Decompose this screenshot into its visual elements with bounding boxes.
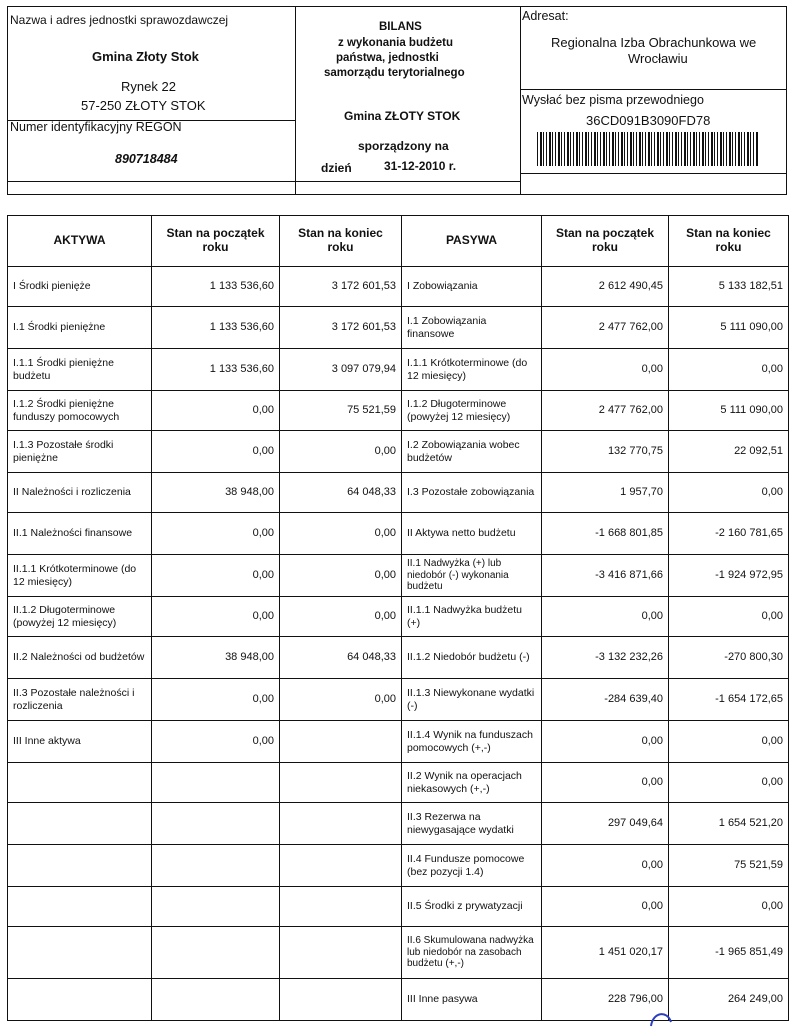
header-divider [520, 7, 521, 194]
asset-end-value: 3 172 601,53 [280, 267, 402, 307]
liability-start-value: 1 451 020,17 [542, 927, 669, 979]
liability-start-value: 0,00 [542, 597, 669, 637]
prepared-label: sporządzony na [358, 139, 449, 153]
pen-mark [645, 1008, 685, 1028]
liability-label: I.1.2 Długoterminowe (powyżej 12 miesięcy) [402, 391, 542, 431]
header-rule [8, 181, 295, 182]
asset-label [8, 845, 152, 887]
liability-end-value: 0,00 [669, 349, 789, 391]
liability-start-value: 2 477 762,00 [542, 391, 669, 431]
table-row [8, 927, 789, 979]
liability-end-value: 5 111 090,00 [669, 307, 789, 349]
liability-start-value: -3 416 871,66 [542, 555, 669, 597]
asset-start-value: 1 133 536,60 [152, 307, 280, 349]
liability-label: II.6 Skumulowana nadwyżka lub niedobór na zasobach budżetu (+,-) [402, 927, 542, 979]
asset-end-value: 0,00 [280, 513, 402, 555]
table-row [8, 307, 789, 349]
asset-start-value [152, 927, 280, 979]
column-header-pasywa: PASYWA [402, 216, 542, 267]
asset-label: II.1.2 Długoterminowe (powyżej 12 miesięcy) [8, 597, 152, 637]
asset-label: I.1.2 Środki pieniężne funduszy pomocowych [8, 391, 152, 431]
address-city: 57-250 ZŁOTY STOK [81, 98, 206, 113]
liability-end-value: 0,00 [669, 763, 789, 803]
asset-label: I.1.1 Środki pieniężne budżetu [8, 349, 152, 391]
liability-end-value: 264 249,00 [669, 979, 789, 1021]
asset-end-value: 0,00 [280, 679, 402, 721]
liability-label: II Aktywa netto budżetu [402, 513, 542, 555]
liability-label: II.1.3 Niewykonane wydatki (-) [402, 679, 542, 721]
document-code: 36CD091B3090FD78 [586, 113, 711, 128]
asset-end-value: 3 172 601,53 [280, 307, 402, 349]
liability-start-value: -284 639,40 [542, 679, 669, 721]
table-row [8, 637, 789, 679]
title-unit: Gmina ZŁOTY STOK [344, 109, 461, 123]
table-row [8, 597, 789, 637]
date-label: dzień [321, 161, 352, 175]
liability-end-value: -1 924 972,95 [669, 555, 789, 597]
asset-end-value [280, 887, 402, 927]
asset-label: II.1.1 Krótkoterminowe (do 12 miesięcy) [8, 555, 152, 597]
table-row [8, 803, 789, 845]
asset-end-value: 0,00 [280, 431, 402, 473]
liability-end-value: 0,00 [669, 721, 789, 763]
liability-label: II.4 Fundusze pomocowe (bez pozycji 1.4) [402, 845, 542, 887]
asset-label [8, 927, 152, 979]
asset-start-value: 0,00 [152, 721, 280, 763]
asset-end-value [280, 845, 402, 887]
table-row [8, 679, 789, 721]
column-header-assets-start: Stan na początek roku [152, 216, 280, 267]
asset-end-value: 0,00 [280, 555, 402, 597]
asset-start-value: 0,00 [152, 513, 280, 555]
table-row [8, 391, 789, 431]
table-row [8, 763, 789, 803]
unit-name: Gmina Złoty Stok [92, 49, 199, 64]
asset-end-value [280, 927, 402, 979]
report-header [7, 6, 787, 195]
asset-start-value: 38 948,00 [152, 473, 280, 513]
liability-end-value: 0,00 [669, 597, 789, 637]
addressee-line: Wrocławiu [628, 51, 688, 66]
liability-start-value: 132 770,75 [542, 431, 669, 473]
liability-start-value: -3 132 232,26 [542, 637, 669, 679]
table-row [8, 349, 789, 391]
liability-end-value: 5 111 090,00 [669, 391, 789, 431]
liability-label: I.1.1 Krótkoterminowe (do 12 miesięcy) [402, 349, 542, 391]
report-title-line: samorządu terytorialnego [324, 67, 465, 79]
liability-start-value: 2 477 762,00 [542, 307, 669, 349]
table-row [8, 513, 789, 555]
asset-label: II Należności i rozliczenia [8, 473, 152, 513]
liability-start-value: 228 796,00 [542, 979, 669, 1021]
header-rule [520, 89, 786, 90]
asset-end-value: 0,00 [280, 597, 402, 637]
asset-start-value: 1 133 536,60 [152, 267, 280, 307]
table-row [8, 887, 789, 927]
asset-start-value: 0,00 [152, 431, 280, 473]
asset-start-value: 0,00 [152, 679, 280, 721]
liability-start-value: 0,00 [542, 845, 669, 887]
liability-end-value: 22 092,51 [669, 431, 789, 473]
table-row [8, 267, 789, 307]
header-rule [520, 173, 786, 174]
liability-label: II.1.2 Niedobór budżetu (-) [402, 637, 542, 679]
liability-label: II.2 Wynik na operacjach niekasowych (+,-) [402, 763, 542, 803]
liability-start-value: -1 668 801,85 [542, 513, 669, 555]
asset-start-value [152, 803, 280, 845]
liability-label: I Zobowiązania [402, 267, 542, 307]
table-row [8, 431, 789, 473]
table-row [8, 473, 789, 513]
liability-end-value: -2 160 781,65 [669, 513, 789, 555]
liability-label: II.3 Rezerwa na niewygasające wydatki [402, 803, 542, 845]
liability-label: II.1 Nadwyżka (+) lub niedobór (-) wykonania budżetu [402, 555, 542, 597]
liability-label: I.1 Zobowiązania finansowe [402, 307, 542, 349]
table-row [8, 721, 789, 763]
send-instruction: Wysłać bez pisma przewodniego [522, 93, 704, 107]
asset-end-value [280, 763, 402, 803]
asset-start-value: 0,00 [152, 597, 280, 637]
barcode [537, 132, 759, 166]
liability-label: I.3 Pozostałe zobowiązania [402, 473, 542, 513]
address-street: Rynek 22 [121, 79, 176, 94]
asset-start-value: 38 948,00 [152, 637, 280, 679]
liability-end-value: 75 521,59 [669, 845, 789, 887]
column-header-aktywa: AKTYWA [8, 216, 152, 267]
liability-start-value: 0,00 [542, 763, 669, 803]
asset-label [8, 887, 152, 927]
header-rule [295, 181, 520, 182]
table-row [8, 555, 789, 597]
regon-label: Numer identyfikacyjny REGON [10, 120, 182, 134]
liability-start-value: 0,00 [542, 721, 669, 763]
asset-start-value: 0,00 [152, 391, 280, 431]
liability-end-value: 0,00 [669, 473, 789, 513]
unit-label: Nazwa i adres jednostki sprawozdawczej [10, 13, 229, 27]
liability-start-value: 0,00 [542, 887, 669, 927]
asset-label: II.1 Należności finansowe [8, 513, 152, 555]
liability-end-value: -1 654 172,65 [669, 679, 789, 721]
balance-table [7, 215, 789, 1021]
asset-start-value [152, 763, 280, 803]
asset-label [8, 979, 152, 1021]
addressee-line: Regionalna Izba Obrachunkowa we [551, 35, 757, 50]
header-divider [295, 7, 296, 194]
asset-label: I.1 Środki pieniężne [8, 307, 152, 349]
liability-start-value: 0,00 [542, 349, 669, 391]
liability-start-value: 297 049,64 [542, 803, 669, 845]
asset-label: II.3 Pozostałe należności i rozliczenia [8, 679, 152, 721]
liability-end-value: -1 965 851,49 [669, 927, 789, 979]
liability-end-value: 1 654 521,20 [669, 803, 789, 845]
liability-label: III Inne pasywa [402, 979, 542, 1021]
asset-end-value: 75 521,59 [280, 391, 402, 431]
asset-end-value: 64 048,33 [280, 473, 402, 513]
asset-label: II.2 Należności od budżetów [8, 637, 152, 679]
column-header-liabilities-start: Stan na początek roku [542, 216, 669, 267]
liability-label: II.1.4 Wynik na funduszach pomocowych (+,-) [402, 721, 542, 763]
liability-end-value: 5 133 182,51 [669, 267, 789, 307]
asset-start-value: 0,00 [152, 555, 280, 597]
asset-label [8, 763, 152, 803]
regon-value: 890718484 [115, 152, 178, 166]
asset-label: I Środki pienięże [8, 267, 152, 307]
liability-end-value: -270 800,30 [669, 637, 789, 679]
asset-end-value [280, 803, 402, 845]
addressee-label: Adresat: [522, 9, 569, 23]
report-title-line: z wykonania budżetu [338, 37, 454, 49]
column-header-liabilities-end: Stan na koniec roku [669, 216, 789, 267]
liability-label: II.1.1 Nadwyżka budżetu (+) [402, 597, 542, 637]
asset-start-value: 1 133 536,60 [152, 349, 280, 391]
liability-start-value: 2 612 490,45 [542, 267, 669, 307]
liability-end-value: 0,00 [669, 887, 789, 927]
asset-label [8, 803, 152, 845]
asset-start-value [152, 887, 280, 927]
asset-start-value [152, 845, 280, 887]
asset-label: III Inne aktywa [8, 721, 152, 763]
asset-end-value: 64 048,33 [280, 637, 402, 679]
table-row [8, 845, 789, 887]
report-title: BILANS [379, 21, 422, 33]
report-title-line: państwa, jednostki [336, 52, 439, 64]
asset-start-value [152, 979, 280, 1021]
report-date: 31-12-2010 r. [384, 159, 457, 173]
column-header-assets-end: Stan na koniec roku [280, 216, 402, 267]
liability-label: II.5 Środki z prywatyzacji [402, 887, 542, 927]
asset-end-value [280, 979, 402, 1021]
asset-end-value [280, 721, 402, 763]
asset-label: I.1.3 Pozostałe środki pieniężne [8, 431, 152, 473]
liability-label: I.2 Zobowiązania wobec budżetów [402, 431, 542, 473]
asset-end-value: 3 097 079,94 [280, 349, 402, 391]
liability-start-value: 1 957,70 [542, 473, 669, 513]
table-header-row [8, 216, 789, 267]
